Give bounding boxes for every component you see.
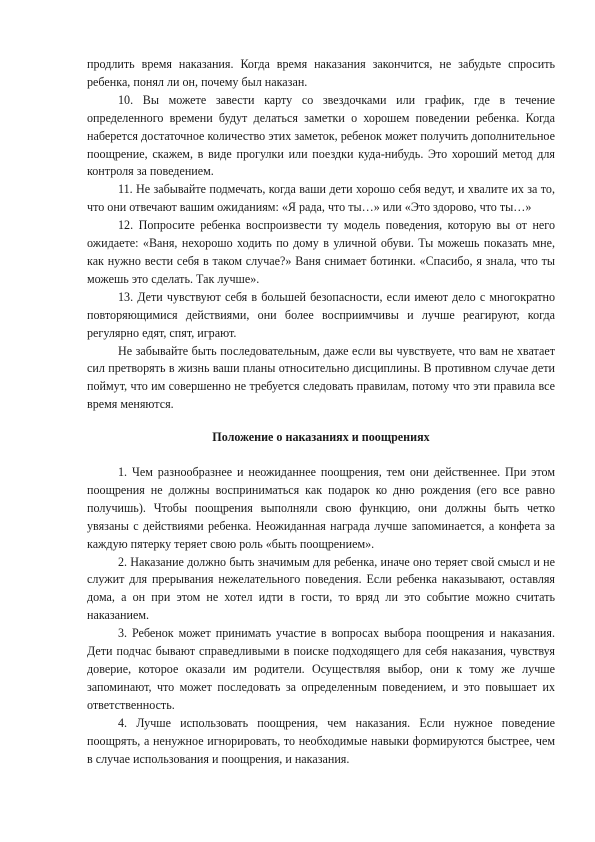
paragraph-item-12: 12. Попросите ребенка воспроизвести ту модель поведения, которую вы от него ожидаете: «Ваня, нехорошо ходить по дому в уличной обуви. Ты можешь показать мне, как нужно вести себя в таком случае?» Ваня снимает ботинки. «Спасибо, я знала, что ты можешь это сделать. Так лучше». xyxy=(87,218,555,286)
paragraph-continuation: продлить время наказания. Когда время наказания закончится, не забудьте спросить ребенка, понял ли он, почему был наказан. xyxy=(87,57,555,89)
paragraph-rule-1: 1. Чем разнообразнее и неожиданнее поощрения, тем они действеннее. При этом поощрения не должны восприниматься как подарок ко дню рождения (его все равно получишь). Чтобы поощрения выполняли свою функцию, они должны быть четко увязаны с действиями ребенка. Неожиданная награда лучше запоминается, а конфета за каждую пятерку теряет свою роль «быть поощрением». xyxy=(87,465,555,551)
paragraph-rule-3: 3. Ребенок может принимать участие в вопросах выбора поощрения и наказания. Дети подчас бывают справедливыми в поиске подходящего для себя наказания, чувствуя доверие, которое оказали им родители. Осуществляя выбор, они к тому же лучше запоминают, что может последовать за определенным поведением, и это повышает их ответственность. xyxy=(87,626,555,712)
paragraph-rule-2: 2. Наказание должно быть значимым для ребенка, иначе оно теряет свой смысл и не служит для прерывания нежелательного поведения. Если ребенка наказывают, оставляя дома, а он при этом не хотел идти в гости, то вряд ли это событие можно считать наказанием. xyxy=(87,554,555,623)
document-page xyxy=(87,56,555,768)
paragraph-item-11: 11. Не забывайте подмечать, когда ваши дети хорошо себя ведут, и хвалите их за то, что они отвечают вашим ожиданиям: «Я рада, что ты…» или «Это здорово, что ты…» xyxy=(87,182,555,215)
paragraph-rule-4: 4. Лучше использовать поощрения, чем наказания. Если нужное поведение поощрять, а ненужное игнорировать, то необходимые навыки формируются быстрее, чем в случае использования и поощрения, и наказания. xyxy=(87,715,555,766)
section-title: Положение о наказаниях и поощрениях xyxy=(212,430,430,445)
paragraph-item-13: 13. Дети чувствуют себя в большей безопасности, если имеют дело с многократно повторяющимися действиями, они более восприимчивы и лучше реагируют, когда регулярно едят, спят, играют. xyxy=(87,289,555,340)
paragraph-consistency: Не забывайте быть последовательным, даже если вы чувствуете, что вам не хватает сил претворять в жизнь ваши планы относительно дисциплины. В противном случае дети поймут, что им совершенно не требуется следовать правилам, потому что эти правила все время меняются. xyxy=(87,343,555,412)
paragraph-item-10: 10. Вы можете завести карту со звездочками или график, где в течение определенного времени будут делаться заметки о хорошем поведении ребенка. Когда наберется достаточное количество этих заметок, ребенок может получить дополнительное поощрение, скажем, в виде прогулки или поездки куда-нибудь. Это хороший метод для контроля за поведением. xyxy=(87,92,555,179)
